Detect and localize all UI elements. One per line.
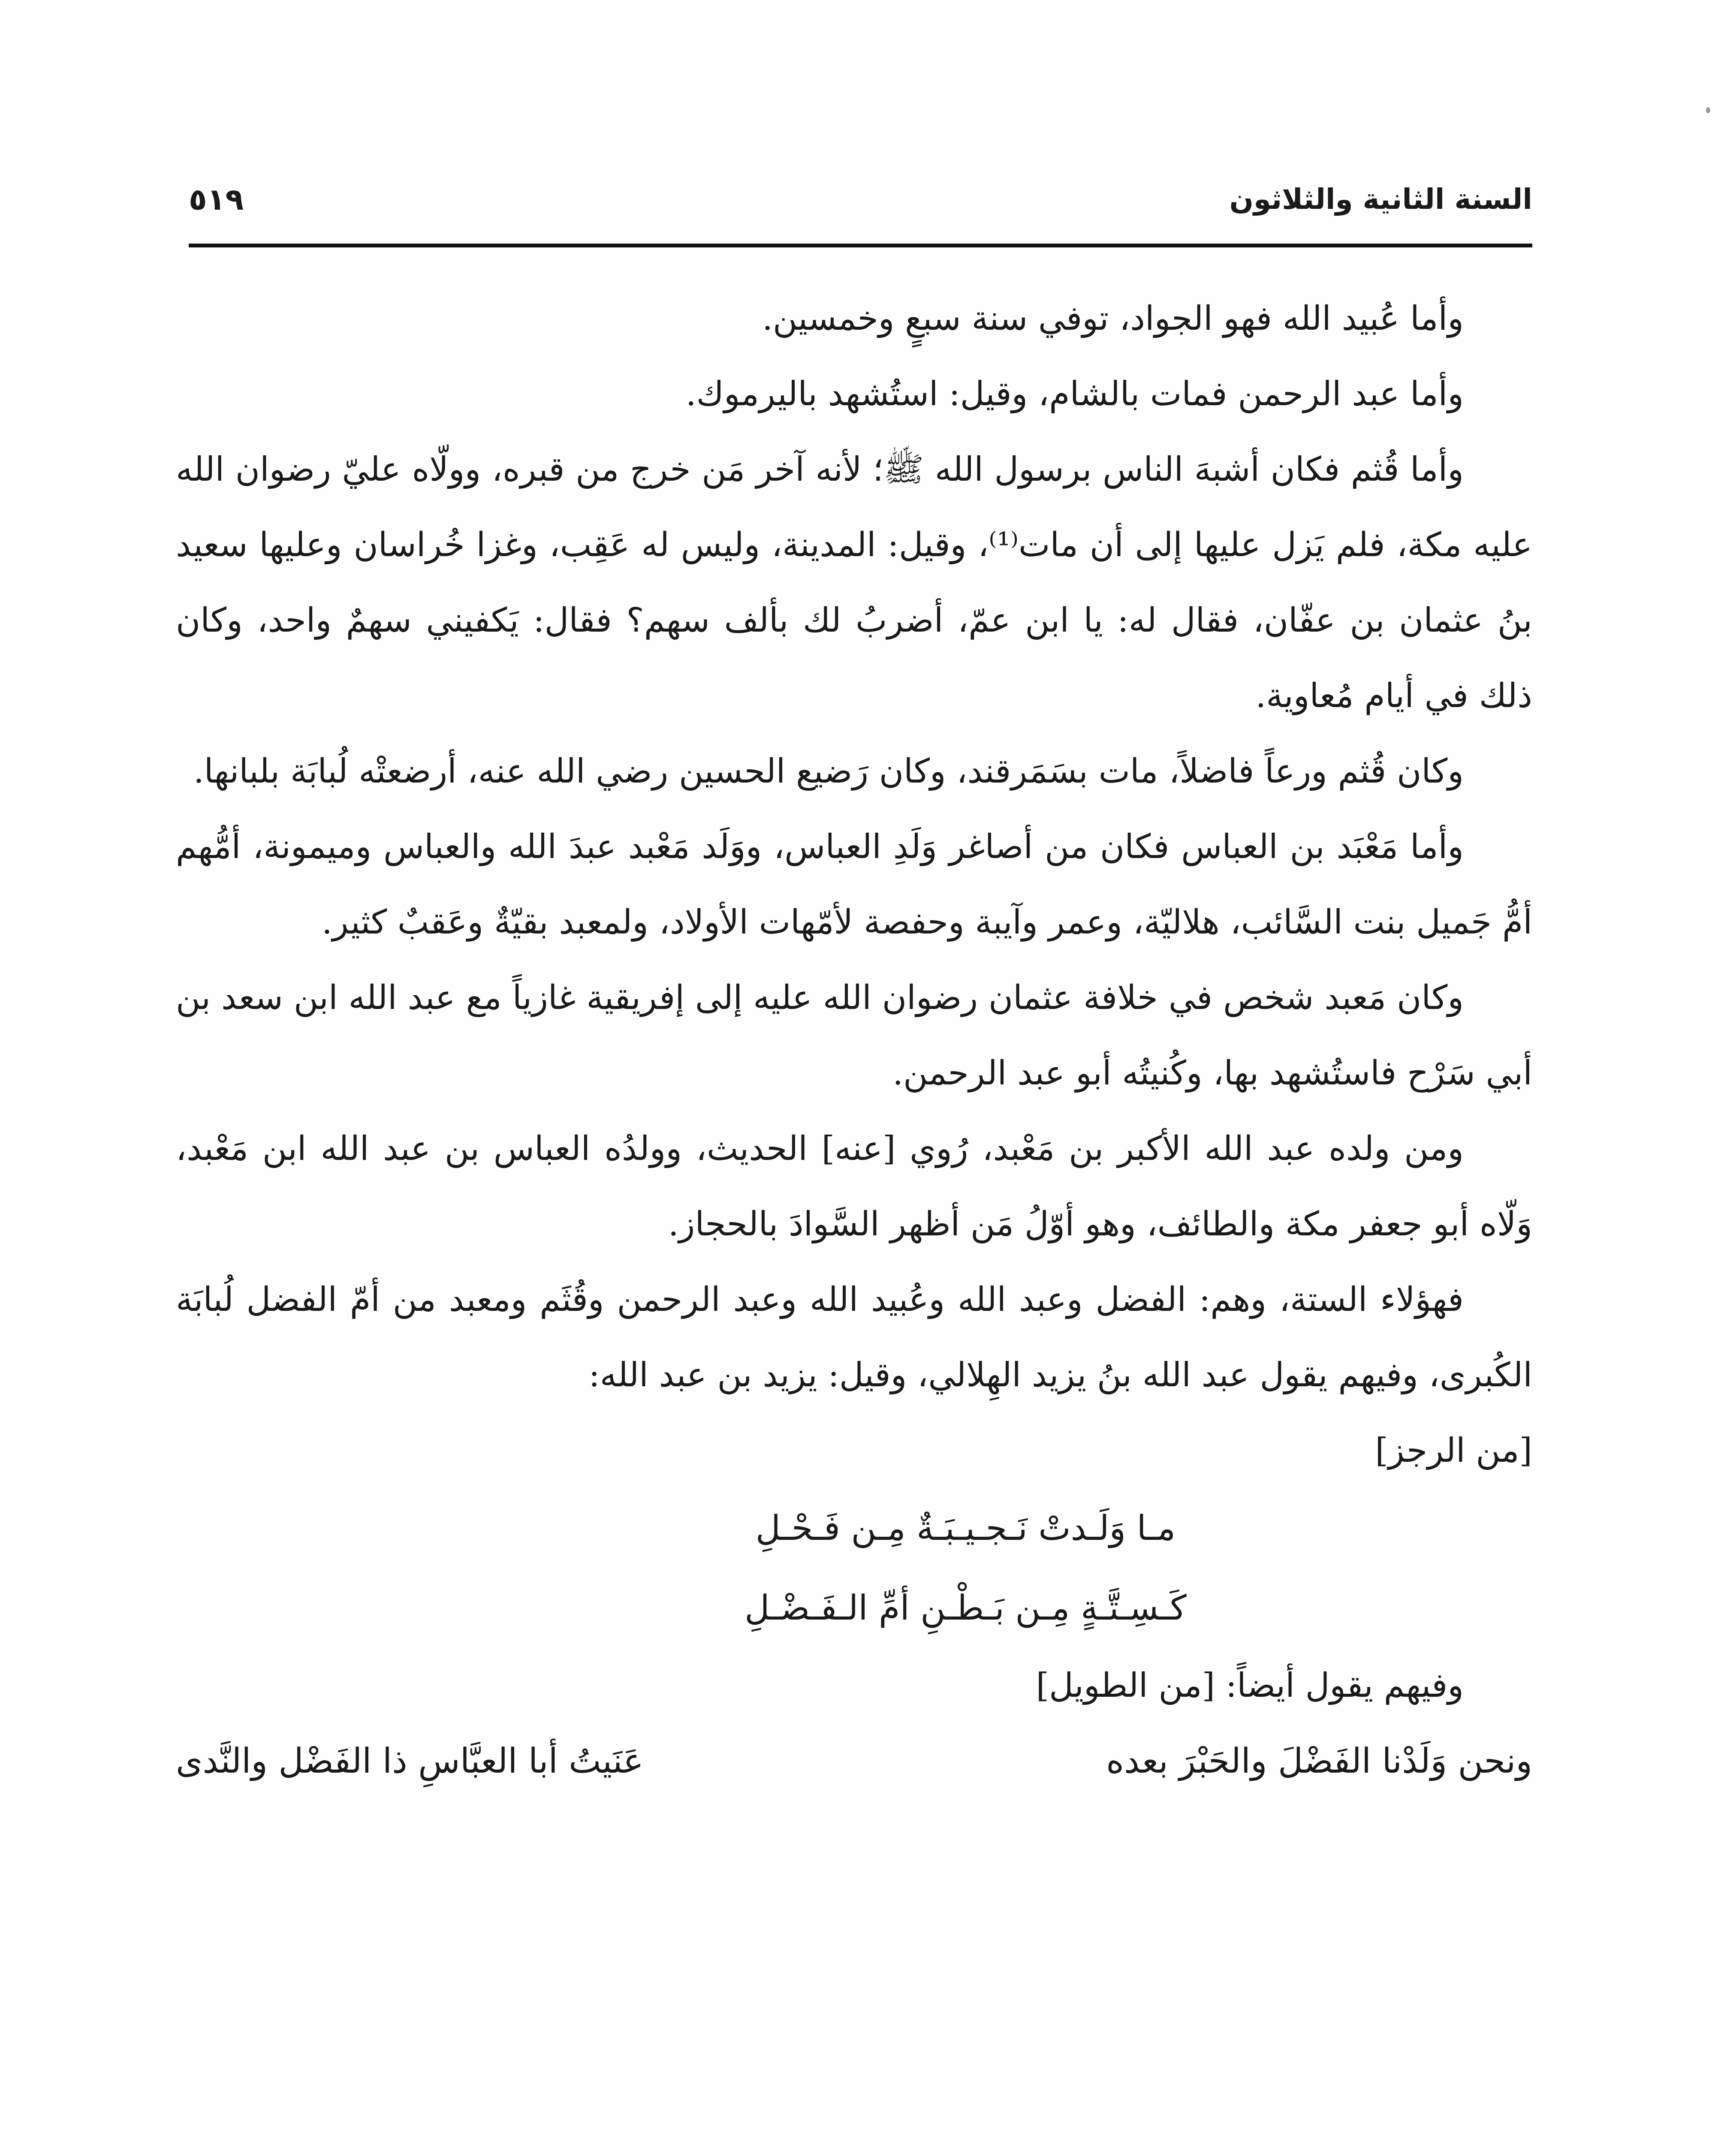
verse-hemistich-left: عَنَيتُ أبا العبَّاسِ ذا الفَضْل والنَّدى	[176, 1741, 644, 1781]
verse-line: مـا وَلَـدتْ نَـجـيـبَـةٌ مِـن فَـحْـلِ	[755, 1508, 1176, 1548]
paragraph: ومن ولده عبد الله الأكبر بن مَعْبد، رُوي [عنه] الحديث، وولدُه العباس بن عبد الله ابن مَعْبد، وَلّاه أبو جعفر مكة والطائف، وهو أوّلُ مَن أظهر السَّوادَ بالحجاز.	[176, 1129, 1532, 1244]
paragraph: وكان قُثم ورعاً فاضلاً، مات بسَمَرقند، وكان رَضيع الحسين رضي الله عنه، أرضعتْه لُبابَة بلبانها.	[193, 752, 1464, 791]
header-rule	[189, 244, 1532, 247]
paragraph: وأما عُبيد الله فهو الجواد، توفي سنة سبعٍ وخمسين.	[762, 299, 1464, 338]
paragraph: فهؤلاء الستة، وهم: الفضل وعبد الله وعُبيد الله وعبد الرحمن وقُثَم ومعبد من أمّ الفضل لُبابَة الكُبرى، وفيهم يقول عبد الله بنُ يزيد الهِلالي، وقيل: يزيد بن عبد الله:	[176, 1280, 1532, 1394]
paragraph: وأما قُثم فكان أشبهَ الناس برسول الله ﷺ؛ لأنه آخر مَن خرج من قبره، وولّاه عليّ رضوان الله عليه مكة، فلم يَزل عليها إلى أن مات⁽¹⁾، وقيل: المدينة، وليس له عَقِب، وغزا خُراسان وعليها سعيد بنُ عثمان بن عفّان، فقال له: يا ابن عمّ، أضربُ لك بألف سهم؟ فقال: يَكفيني سهمٌ واحد، وكان ذلك في أيام مُعاوية.	[176, 450, 1532, 715]
main-text	[176, 281, 1532, 1799]
running-title: السنة الثانية والثلاثون	[1229, 183, 1532, 216]
paragraph: وكان مَعبد شخص في خلافة عثمان رضوان الله عليه إلى إفريقية غازياً مع عبد الله ابن سعد بن أبي سَرْح فاستُشهد بها، وكُنيتُه أبو عبد الرحمن.	[176, 979, 1532, 1093]
scan-speck	[1706, 107, 1710, 113]
verse-intro: وفيهم يقول أيضاً: [من الطويل]	[1036, 1666, 1464, 1705]
page-number: ٥١٩	[189, 182, 244, 217]
paragraph: وأما مَعْبَد بن العباس فكان من أصاغر وَلَدِ العباس، ووَلَد مَعْبد عبدَ الله والعباس وميمونة، أمُّهم أمُّ جَميل بنت السَّائب، هلاليّة، وعمر وآيبة وحفصة لأمّهات الأولاد، ولمعبد بقيّةٌ وعَقبٌ كثير.	[176, 828, 1532, 942]
verse-hemistich-right: ونحن وَلَدْنا الفَضْلَ والحَبْرَ بعده	[1106, 1741, 1532, 1781]
meter-label: [من الرجز]	[1375, 1431, 1532, 1470]
running-header	[189, 172, 1532, 236]
verse-line: كَـسِـتَّـةٍ مِـن بَـطْـنِ أمِّ الـفَـضْـلِ	[744, 1588, 1187, 1628]
paragraph: وأما عبد الرحمن فمات بالشام، وقيل: استُشهد باليرموك.	[685, 375, 1464, 413]
verse-couplet	[176, 1723, 1532, 1799]
